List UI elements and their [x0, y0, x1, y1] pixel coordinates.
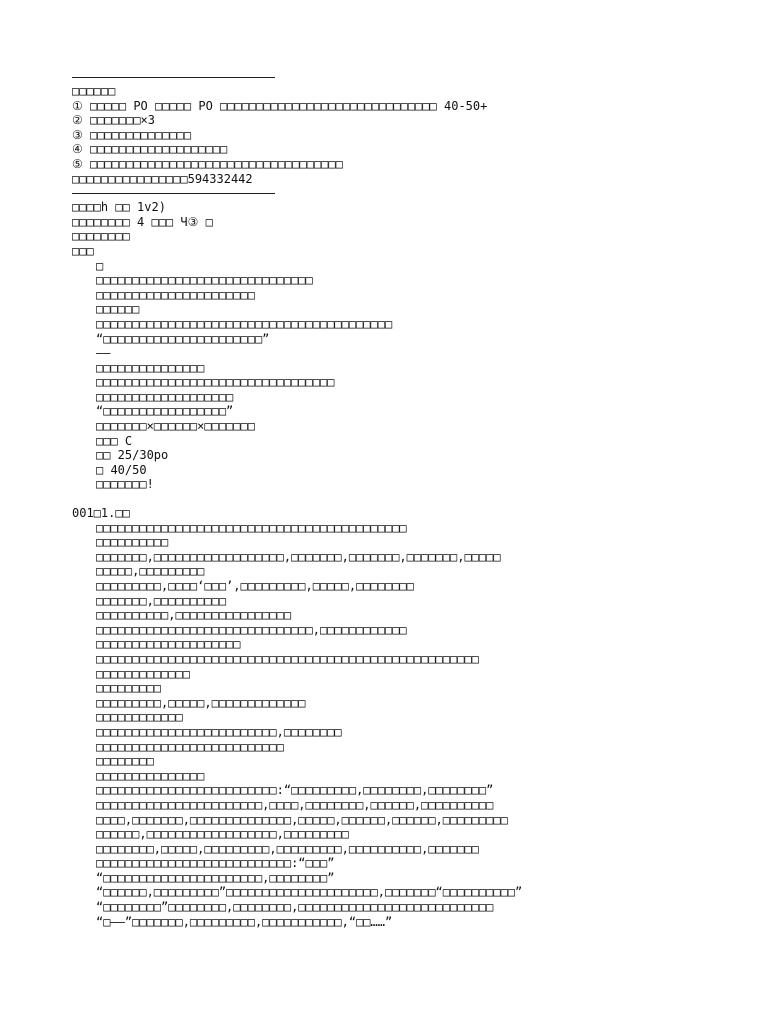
- body-line: □□□□□□□□□□□□□: [96, 666, 190, 681]
- intro-line: □□□□□□□!: [96, 477, 154, 492]
- body-line: □□□□□□□□□□□□□□□□□□□□□□□□□□□□□□,□□□□□□□□□□□□: [96, 622, 407, 637]
- header-line: □□□□□□□□ 4 □□□ Ч③ □: [72, 214, 213, 229]
- body-line: □□□□□□□□□□□□□□□□□□□□□□□□□□□□□□□□□□□□□□□□□□□□□□□□□□□□□: [96, 651, 479, 666]
- document-page: [72, 70, 712, 929]
- intro-line: “□□□□□□□□□□□□□□□□□□□□□□”: [96, 331, 270, 346]
- notice-line: ② □□□□□□□×3: [72, 113, 156, 128]
- body-line: □□□□□□□□□,□□□□‘□□□’,□□□□□□□□□,□□□□□,□□□□□□□□: [96, 579, 414, 593]
- intro-block: [72, 259, 712, 493]
- header-block: [72, 200, 712, 258]
- notice-line: ③ □□□□□□□□□□□□□□: [72, 127, 192, 142]
- body-line: □□□□□□□,□□□□□□□□□□: [96, 593, 227, 608]
- intro-line: □□□□□□□×□□□□□□×□□□□□□□: [96, 419, 255, 434]
- body-line: □□□□□,□□□□□□□□□: [96, 564, 205, 579]
- bottom-divider: [72, 193, 275, 194]
- header-line: □□□□□□□□: [72, 229, 130, 244]
- body-line: □□□□□□□□□□□□: [96, 710, 183, 725]
- body-line: □□□□□□□□□□□□□□□□□□□□□□□□□□: [96, 739, 284, 754]
- intro-line: ——: [96, 346, 111, 361]
- header-line: □□□: [72, 243, 94, 258]
- intro-line: □□□□□□□□□□□□□□□□□□□□□□: [96, 287, 255, 302]
- intro-line: □ 40/50: [96, 462, 147, 477]
- intro-line: “□□□□□□□□□□□□□□□□□”: [96, 404, 234, 419]
- body-line: □□□□□□□□□□,□□□□□□□□□□□□□□□□: [96, 608, 292, 623]
- body-line: □□□□□□□□□□: [96, 535, 169, 550]
- top-divider: [72, 77, 275, 78]
- header-line: □□□□h □□ 1v2): [72, 200, 166, 215]
- body-line: □□□□□□,□□□□□□□□□□□□□□□□□□,□□□□□□□□□: [96, 827, 349, 842]
- intro-line: □□□□□□□□□□□□□□□□□□□□□□□□□□□□□□□□□□□□□□□□□: [96, 316, 393, 331]
- notice-block: [72, 84, 712, 186]
- body-line: □□□□□□□□□□□□□□□□□□□□□□□□□:“□□□□□□□□□,□□□□□□□□,□□□□□□□□”: [96, 783, 494, 798]
- body-line: □□□□□□□□□□□□□□□: [96, 768, 205, 783]
- body-line: “□——”□□□□□□□,□□□□□□□□□,□□□□□□□□□□□,“□□……”: [96, 914, 393, 929]
- intro-line: □□□ C: [96, 433, 133, 448]
- body-line: □□□□□□□□□: [96, 681, 162, 696]
- body-line: □□□□□□□□□□□□□□□□□□□□: [96, 637, 241, 652]
- body-line: “□□□□□□□□”□□□□□□□□,□□□□□□□□,□□□□□□□□□□□□□□□□□□□□□□□□□□□: [96, 900, 494, 915]
- intro-line: □□□□□□□□□□□□□□□□□□□: [96, 389, 234, 404]
- body-line: □□□□,□□□□□□□,□□□□□□□□□□□□□□,□□□□□,□□□□□□,□□□□□□,□□□□□□□□□: [96, 812, 508, 827]
- notice-contact-line: □□□□□□□□□□□□□□□□594332442: [72, 171, 253, 186]
- chapter-block: [72, 506, 712, 929]
- notice-line: ⑤ □□□□□□□□□□□□□□□□□□□□□□□□□□□□□□□□□□□: [72, 156, 343, 171]
- chapter-body: [72, 521, 712, 930]
- body-line: □□□□□□□□□□□□□□□□□□□□□□□□□□□:“□□□”: [96, 856, 335, 871]
- notice-line: ④ □□□□□□□□□□□□□□□□□□□: [72, 142, 228, 157]
- notice-line: ① □□□□□ PO □□□□□ PO □□□□□□□□□□□□□□□□□□□□□□□□□□□□□□ 40-50+: [72, 98, 488, 113]
- body-line: □□□□□□□□,□□□□□,□□□□□□□□□,□□□□□□□□□,□□□□□□□□□□,□□□□□□□: [96, 841, 479, 856]
- chapter-title: 001□1.□□: [72, 506, 130, 521]
- body-line: □□□□□□□□□□□□□□□□□□□□□□□□□,□□□□□□□□: [96, 724, 342, 739]
- body-line: □□□□□□□,□□□□□□□□□□□□□□□□□□,□□□□□□□,□□□□□□□,□□□□□□□,□□□□□: [96, 549, 501, 564]
- intro-line: □□□□□□: [96, 302, 140, 317]
- notice-line: □□□□□□: [72, 84, 116, 98]
- intro-line: □□□□□□□□□□□□□□□: [96, 360, 205, 375]
- body-line: □□□□□□□□□,□□□□□,□□□□□□□□□□□□□: [96, 695, 306, 710]
- body-line: “□□□□□□□□□□□□□□□□□□□□□□,□□□□□□□□”: [96, 870, 335, 885]
- intro-line: □: [96, 258, 104, 273]
- body-line: □□□□□□□□□□□□□□□□□□□□□□□□□□□□□□□□□□□□□□□□□□□: [96, 520, 407, 535]
- intro-line: □□ 25/30po: [96, 448, 169, 463]
- intro-line: □□□□□□□□□□□□□□□□□□□□□□□□□□□□□□□□□: [96, 375, 335, 390]
- section-gap: [72, 492, 712, 506]
- body-line: □□□□□□□□: [96, 754, 154, 769]
- body-line: □□□□□□□□□□□□□□□□□□□□□□□,□□□□,□□□□□□□□,□□□□□□,□□□□□□□□□□: [96, 797, 494, 812]
- intro-line: □□□□□□□□□□□□□□□□□□□□□□□□□□□□□□: [96, 273, 313, 288]
- body-line: “□□□□□□,□□□□□□□□□”□□□□□□□□□□□□□□□□□□□□□,□□□□□□□“□□□□□□□□□□”: [96, 885, 523, 900]
